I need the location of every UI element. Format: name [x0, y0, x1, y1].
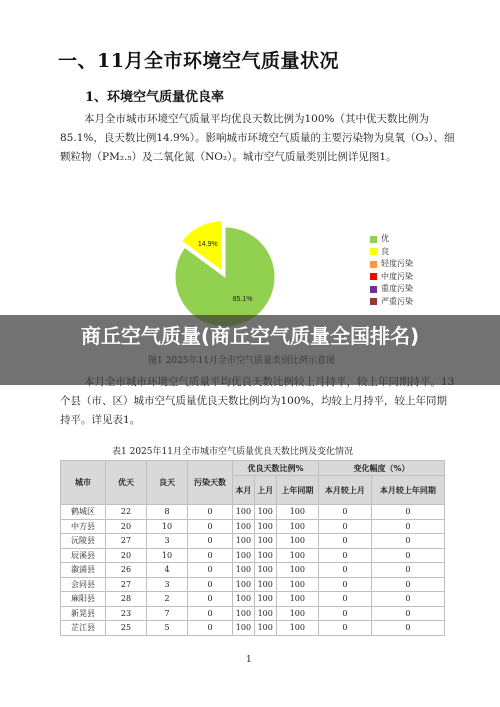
- table-cell: 0: [188, 592, 233, 607]
- table-cell: 0: [319, 577, 372, 592]
- pie-label-excellent: 85.1%: [232, 296, 253, 304]
- table-cell: 10: [147, 519, 188, 534]
- legend-label: 良: [381, 246, 389, 256]
- table-row: [61, 621, 445, 636]
- table-cell: 0: [371, 621, 444, 636]
- legend-item: [370, 233, 413, 246]
- table-cell: 0: [319, 548, 372, 563]
- legend-label: 中度污染: [381, 271, 413, 281]
- paragraph-2: 个县（市、区）城市空气质量优良天数比例均为100%，均较上月持平，较上年同期持平。详见表1。: [60, 395, 448, 426]
- col-header-vs-last-year: 本月较上年同期: [371, 476, 444, 505]
- table-cell: 100: [233, 563, 255, 578]
- table-cell: 会同县: [61, 577, 106, 592]
- legend-swatch: [370, 261, 377, 268]
- table-cell: 0: [371, 548, 444, 563]
- table-row: [61, 534, 445, 549]
- pie-chart: [170, 212, 290, 332]
- table-cell: 20: [106, 548, 147, 563]
- table-row: [61, 577, 445, 592]
- table-cell: 100: [233, 534, 255, 549]
- legend-item: [370, 283, 413, 296]
- table-cell: 0: [319, 505, 372, 520]
- table-cell: 0: [188, 519, 233, 534]
- table-cell: 100: [233, 577, 255, 592]
- table-cell: 100: [254, 592, 276, 607]
- table-row: [61, 563, 445, 578]
- table-cell: 100: [276, 606, 318, 621]
- table-cell: 22: [106, 505, 147, 520]
- table-cell: 7: [147, 606, 188, 621]
- legend-swatch: [370, 273, 377, 280]
- table-cell: 100: [254, 563, 276, 578]
- table-cell: 0: [371, 592, 444, 607]
- legend-swatch: [370, 286, 377, 293]
- legend-item: [370, 258, 413, 271]
- table-row: [61, 592, 445, 607]
- section-title: 一、11月全市环境空气质量状况: [58, 50, 339, 72]
- table-cell: 0: [188, 534, 233, 549]
- table-cell: 2: [147, 592, 188, 607]
- table-cell: 100: [233, 621, 255, 636]
- legend-swatch: [370, 298, 377, 305]
- table-cell: 100: [254, 505, 276, 520]
- table-cell: 辰溪县: [61, 548, 106, 563]
- col-header-excellent: 优天: [106, 461, 147, 505]
- legend-label: 重度污染: [381, 284, 413, 293]
- table-cell: 27: [106, 577, 147, 592]
- table-cell: 100: [276, 592, 318, 607]
- table-row: [61, 519, 445, 534]
- table-cell: 100: [233, 592, 255, 607]
- table-cell: 100: [254, 534, 276, 549]
- table-cell: 8: [147, 505, 188, 520]
- table-cell: 0: [319, 519, 372, 534]
- table-cell: 中方县: [61, 519, 106, 534]
- table-cell: 100: [233, 606, 255, 621]
- table-cell: 10: [147, 548, 188, 563]
- col-header-good: 良天: [147, 461, 188, 505]
- legend-item: [370, 271, 413, 284]
- table-cell: 0: [188, 563, 233, 578]
- table-cell: 新晃县: [61, 606, 106, 621]
- table-cell: 100: [254, 621, 276, 636]
- legend-label: 轻度污染: [381, 259, 413, 268]
- col-header-last-year: 上年同期: [276, 476, 318, 505]
- table-cell: 0: [188, 505, 233, 520]
- table-cell: 100: [254, 519, 276, 534]
- table-cell: 0: [188, 577, 233, 592]
- overlay-banner: 商丘空气质量(商丘空气质量全国排名): [0, 315, 500, 385]
- table-cell: 3: [147, 577, 188, 592]
- table-cell: 100: [276, 621, 318, 636]
- table-cell: 28: [106, 592, 147, 607]
- table-cell: 0: [371, 606, 444, 621]
- table-cell: 4: [147, 563, 188, 578]
- table-cell: 100: [276, 519, 318, 534]
- legend-item: [370, 296, 413, 309]
- table-cell: 100: [233, 505, 255, 520]
- table-cell: 0: [371, 505, 444, 520]
- table-cell: 100: [276, 548, 318, 563]
- table-cell: 100: [233, 548, 255, 563]
- legend-label: 优: [381, 234, 389, 243]
- table-caption: 表1 2025年11月全市城市空气质量优良天数比例及变化情况: [112, 447, 353, 457]
- table-cell: 5: [147, 621, 188, 636]
- table-cell: 25: [106, 621, 147, 636]
- air-quality-table: [60, 460, 445, 636]
- table-cell: 100: [233, 519, 255, 534]
- legend-swatch: [370, 248, 377, 255]
- table-cell: 100: [254, 577, 276, 592]
- col-group-ratio: 优良天数比例%: [233, 461, 319, 476]
- table-cell: 0: [319, 606, 372, 621]
- chart-legend: [370, 233, 413, 308]
- table-cell: 100: [254, 548, 276, 563]
- col-header-city: 城市: [61, 461, 106, 505]
- table-cell: 3: [147, 534, 188, 549]
- table-cell: 23: [106, 606, 147, 621]
- table-cell: 100: [276, 563, 318, 578]
- table-cell: 0: [188, 621, 233, 636]
- table-cell: 0: [371, 577, 444, 592]
- table-row: [61, 505, 445, 520]
- table-cell: 26: [106, 563, 147, 578]
- table-cell: 0: [319, 563, 372, 578]
- table-cell: 0: [188, 548, 233, 563]
- table-cell: 0: [371, 563, 444, 578]
- table-cell: 100: [276, 577, 318, 592]
- table-cell: 20: [106, 519, 147, 534]
- table-cell: 27: [106, 534, 147, 549]
- table-cell: 鹤城区: [61, 505, 106, 520]
- subsection-title: 1、环境空气质量优良率: [85, 90, 225, 105]
- col-header-this-month: 本月: [233, 476, 255, 505]
- pie-label-good: 14.9%: [197, 241, 218, 249]
- col-header-polluted: 污染天数: [188, 461, 233, 505]
- table-cell: 100: [254, 606, 276, 621]
- table-cell: 0: [319, 592, 372, 607]
- table-row: [61, 606, 445, 621]
- col-header-last-month: 上月: [254, 476, 276, 505]
- table-row: [61, 548, 445, 563]
- table-cell: 溆浦县: [61, 563, 106, 578]
- table-cell: 0: [371, 519, 444, 534]
- table-cell: 0: [371, 534, 444, 549]
- table-cell: 沅陵县: [61, 534, 106, 549]
- page-number: 1: [246, 655, 252, 665]
- col-header-vs-last-month: 本月较上月: [319, 476, 372, 505]
- paragraph-1: 本月全市城市环境空气质量平均优良天数比例为100%（其中优天数比例为85.1%，良天数比例14.9%）。影响城市环境空气质量的主要污染物为臭氧（O₃）、细颗粒物（PM₂.₅）及二氧化氮（NO₂）。城市空气质量类别比例详见图1。: [60, 113, 455, 163]
- table-cell: 100: [276, 534, 318, 549]
- table-cell: 0: [319, 534, 372, 549]
- col-group-change: 变化幅度（%）: [319, 461, 445, 476]
- table-cell: 芷江县: [61, 621, 106, 636]
- table-cell: 麻阳县: [61, 592, 106, 607]
- legend-label: 严重污染: [381, 296, 413, 306]
- table-cell: 100: [276, 505, 318, 520]
- legend-swatch: [370, 236, 377, 243]
- table-cell: 0: [319, 621, 372, 636]
- table-cell: 0: [188, 606, 233, 621]
- legend-item: [370, 246, 413, 259]
